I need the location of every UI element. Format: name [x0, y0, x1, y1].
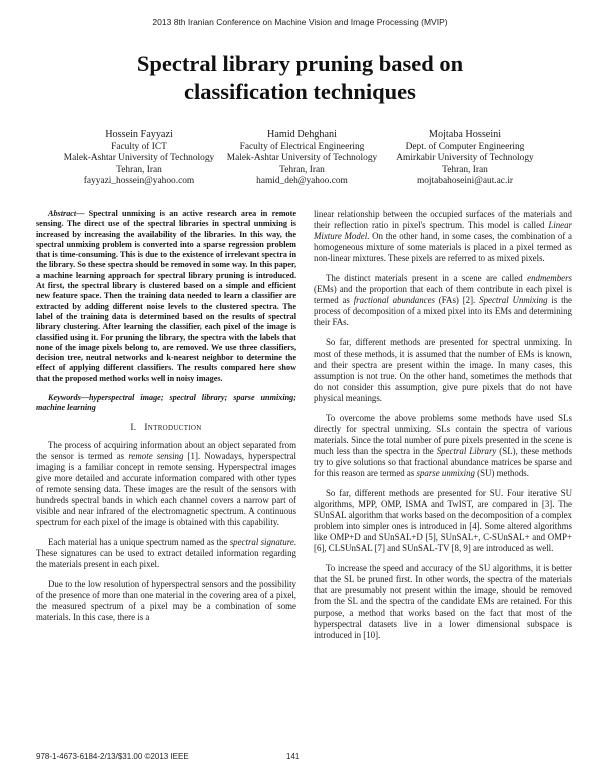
keywords-text: hyperspectral image; spectral library; sparse unmixing; machine learning — [36, 393, 296, 413]
author-affiliation: Faculty of Electrical Engineering — [239, 141, 365, 152]
right-paragraph-3: So far, different methods are presented for spectral unmixing. In most of these methods, it is assumed that the number of EMs is known, and their spectra are present within the image. In many cases, this assumption is not true. On the other hand, sometimes the methods that do not consider this assumption, give pure pixels that do not have physical meanings. — [314, 337, 572, 403]
right-paragraph-1: linear relationship between the occupied surfaces of the materials and their reflection ratio in pixel's spectrum. This model is called Linear Mixture Model. On the other hand, in some cases, the combination of a homogeneous mixture of some materials is placed in a pixel termed as non-linear mixtures. These pixels are referred to as mixed pixels. — [314, 209, 572, 264]
intro-paragraph-2: Each material has a unique spectrum named as the spectral signature. These signatures can be used to extract detailed information regarding the materials present in each pixel. — [36, 537, 296, 570]
right-paragraph-6: To increase the speed and accuracy of the SU algorithms, it is better that the SL be pruned first. In other words, the spectra of the materials that are presumably not present within the image, should be removed from the SL and the spectra of the candidate EMs are retained. For this purpose, a method that works based on the fact that most of the hyperspectral datasets live in a lower dimensional subspace is introduced in [10]. — [314, 563, 572, 640]
section-number: I. — [130, 422, 137, 433]
conference-header: 2013 8th Iranian Conference on Machine Vision and Image Processing (MVIP) — [152, 17, 448, 27]
paper-title — [60, 50, 540, 106]
right-paragraph-5: So far, different methods are presented for SU. Four iterative SU algorithms, MPP, OMP, ISMA and TwIST, are compared in [3]. The SUnSAL algorithm that works based on the decomposition of a complex problem into simpler ones is introduced in [4]. Some altered algorithms like OMP+D and SUnSAL+D [5], SUnSAL+, C-SUnSAL+ and OMP+ [6], CLSUnSAL [7] and SUnSAL-TV [8, 9] are introduced as well. — [314, 488, 572, 554]
abstract-text: — Spectral unmixing is an active research area in remote sensing. The direct use of the spectral libraries in spectral unmixing is increased by increasing the availability of the libraries. In this way, the spectral unmixing problem is converted into a sparse regression problem that is time-consuming. This is due to the existence of irrelevant spectra in the library. So these spectra should be removed in some way. In this paper, a machine learning approach for spectral library pruning is introduced. At first, the spectral library is clustered based on a simple and efficient new feature space. Then the training data needed to learn a classifier are extracted by adding different noise levels to the clustered spectra. The label of the training data is determined based on the results of spectral library clustering. After learning the classifier, each pixel of the image is classified using it. For pruning the library, the spectra with the labels that none of the image pixels belong to, are removed. We use three classifiers, decision tree, neutral networks and k-nearest neighbor to determine the effect of applying different classifiers. The results compared here show that the proposed method works well in noisy images. — [36, 209, 296, 383]
intro-paragraph-1: The process of acquiring information about an object separated from the sensor is termed as remote sensing [1]. Nowadays, hyperspectral imaging is a familiar concept in remote sensing. Hyperspectral images give more detailed and accurate information compared with other types of remote sensing data. These images are the result of the sensors with hundreds spectral bands in which each channel covers a narrow part of visible and near infrared of the electromagnetic spectrum. A continuous spectrum for each pixel of the image is obtained with this capability. — [36, 439, 296, 528]
abstract-label: Abstract — [48, 209, 77, 218]
author-email: mojtabahoseini@aut.ac.ir — [416, 176, 514, 187]
author-3 — [384, 129, 546, 188]
author-location: Tehran, Iran — [442, 164, 488, 175]
author-institution: Amirkabir University of Technology — [396, 153, 534, 164]
author-email: hamid_deh@yahoo.com — [256, 176, 348, 187]
isbn-copyright: 978-1-4673-6184-2/13/$31.00 ©2013 IEEE — [36, 752, 189, 761]
right-column — [314, 209, 572, 650]
keywords-label: Keywords— — [48, 393, 89, 403]
left-column — [36, 209, 296, 632]
author-affiliation: Faculty of ICT — [111, 141, 167, 152]
title-line-2: classification techniques — [184, 79, 416, 104]
section-title: Introduction — [144, 422, 202, 433]
author-email: fayyazi_hossein@yahoo.com — [83, 176, 195, 187]
right-paragraph-2: The distinct materials present in a scene are called endmembers (EMs) and the proportion that each of them contribute in each pixel is termed as fractional abundances (FAs) [2]. Spectral Unmixing is the process of decomposition of a mixed pixel into its EMs and determining their FAs. — [314, 273, 572, 328]
author-location: Tehran, Iran — [116, 164, 162, 175]
abstract — [36, 209, 296, 384]
page-number: 141 — [286, 752, 300, 761]
section-heading — [36, 423, 296, 434]
right-paragraph-4: To overcome the above problems some methods have used SLs directly for spectral unmixing. SLs contain the spectra of various materials. Since the total number of pure pixels presented in the scene is much less than the spectra in the Spectral Library (SL), these methods try to give solutions so that fractional abundance matrices be sparse and for this reason are termed as sparse unmixing (SU) methods. — [314, 412, 573, 478]
author-name: Mojtaba Hosseini — [428, 129, 502, 140]
author-institution: Malek-Ashtar University of Technology — [226, 153, 378, 164]
author-2 — [221, 129, 383, 188]
author-name: Hamid Dehghani — [267, 129, 337, 140]
author-1 — [58, 129, 220, 188]
intro-paragraph-3: Due to the low resolution of hyperspectral sensors and the possibility of the presence of more than one material in the covering area of a pixel, the measured spectrum of a pixel may be a combination of some materials. In this case, there is a — [36, 579, 296, 623]
author-affiliation: Dept. of Computer Engineering — [405, 141, 525, 152]
author-name: Hossein Fayyazi — [105, 129, 173, 140]
keywords — [36, 393, 296, 414]
title-line-1: Spectral library pruning based on — [136, 51, 464, 76]
author-location: Tehran, Iran — [279, 164, 325, 175]
author-block — [58, 129, 546, 193]
author-institution: Malek-Ashtar University of Technology — [63, 153, 215, 164]
